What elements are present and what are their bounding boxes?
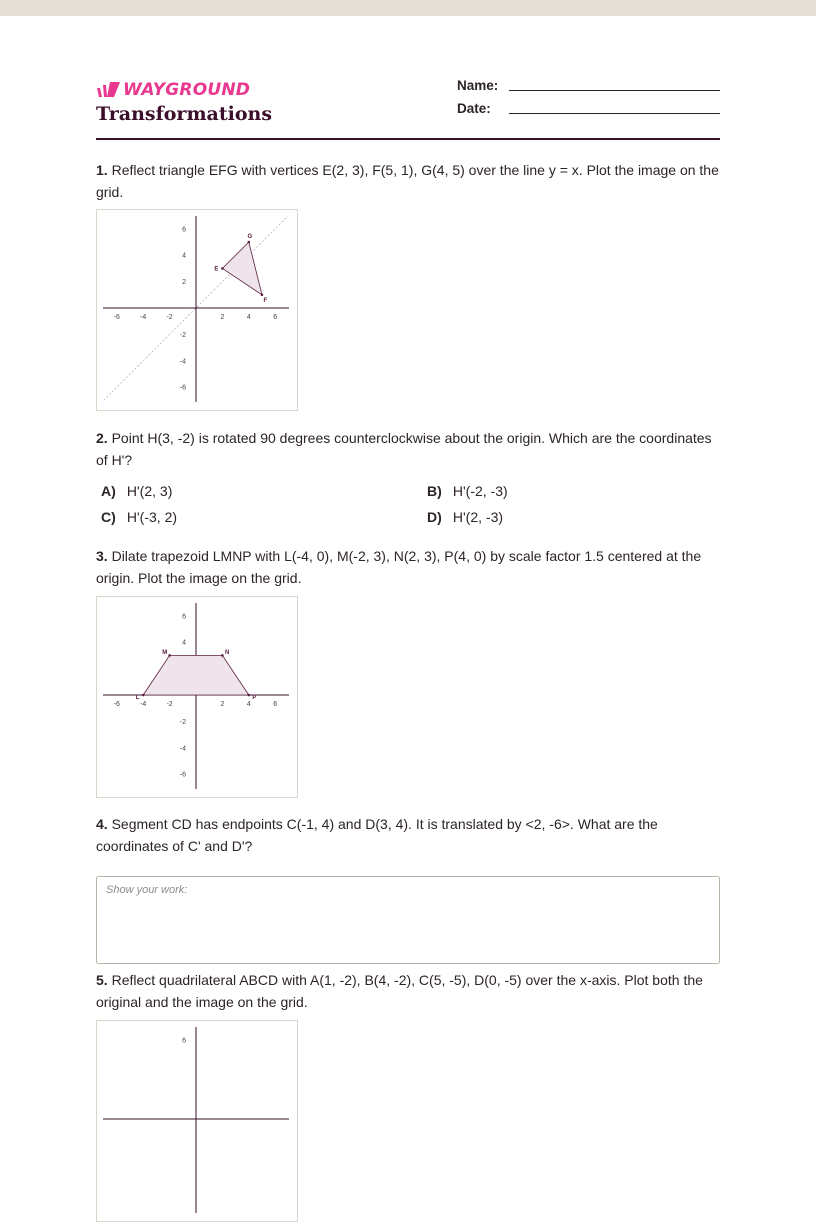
vertex-label: E bbox=[214, 266, 219, 273]
question-1 bbox=[96, 159, 720, 203]
brand-logo bbox=[96, 79, 250, 101]
x-tick-label: 4 bbox=[246, 701, 251, 708]
grid-5-svg bbox=[97, 1021, 297, 1221]
y-tick-label: 6 bbox=[182, 613, 186, 621]
choice-letter: D) bbox=[427, 509, 442, 525]
choice-d[interactable] bbox=[427, 509, 503, 525]
date-label: Date: bbox=[457, 101, 491, 116]
x-tick-label: 2 bbox=[220, 314, 225, 321]
x-tick-label: -2 bbox=[166, 701, 173, 708]
vertex-label: G bbox=[247, 234, 253, 241]
brand-name: WAYGROUND bbox=[123, 80, 251, 100]
header-divider bbox=[96, 138, 720, 140]
x-tick-label: -4 bbox=[140, 701, 147, 708]
choice-c[interactable] bbox=[101, 509, 177, 525]
vertex-label: F bbox=[263, 297, 268, 304]
choice-text: H'(-3, 2) bbox=[126, 509, 178, 525]
name-label: Name: bbox=[457, 78, 499, 93]
coordinate-grid-5[interactable] bbox=[96, 1020, 298, 1222]
question-text: Segment CD has endpoints C(-1, 4) and D(3, 4). It is translated by <2, -6>. What are the coordinates of C' and D'? bbox=[96, 816, 658, 854]
page-title: Transformations bbox=[96, 103, 273, 125]
coordinate-grid-1[interactable] bbox=[96, 209, 298, 411]
question-text: Reflect triangle EFG with vertices E(2, 3), F(5, 1), G(4, 5) over the line y = x. Plot the image on the grid. bbox=[96, 162, 719, 200]
choice-a[interactable] bbox=[101, 483, 172, 499]
y-tick-label: -4 bbox=[179, 745, 186, 753]
choice-text: H'(2, -3) bbox=[452, 509, 504, 525]
question-2 bbox=[96, 427, 720, 471]
question-text: Dilate trapezoid LMNP with L(-4, 0), M(-2, 3), N(2, 3), P(4, 0) by scale factor 1.5 centered at the origin. Plot the image on the grid. bbox=[96, 548, 702, 586]
date-field[interactable] bbox=[509, 113, 720, 114]
choice-letter: B) bbox=[427, 483, 442, 499]
question-number: 3. bbox=[96, 548, 108, 564]
vertex-point bbox=[168, 654, 171, 657]
y-tick-label: -6 bbox=[179, 384, 186, 392]
y-tick-label: 2 bbox=[182, 279, 186, 287]
choice-text: H'(2, 3) bbox=[126, 483, 173, 499]
question-number: 5. bbox=[96, 972, 108, 988]
x-tick-label: 6 bbox=[273, 701, 278, 708]
choice-text: H'(-2, -3) bbox=[452, 483, 508, 499]
y-tick-label: 4 bbox=[182, 252, 186, 260]
grid-1-svg bbox=[97, 210, 297, 410]
vertex-label: P bbox=[252, 695, 257, 702]
y-tick-label: -4 bbox=[179, 358, 186, 366]
y-tick-label: 6 bbox=[182, 226, 186, 234]
y-tick-label: -2 bbox=[179, 718, 186, 726]
x-tick-label: 6 bbox=[273, 314, 278, 321]
question-4 bbox=[96, 813, 720, 857]
choice-letter: A) bbox=[101, 483, 116, 499]
question-number: 4. bbox=[96, 816, 108, 832]
choice-b[interactable] bbox=[427, 483, 508, 499]
choice-letter: C) bbox=[101, 509, 116, 525]
top-bar bbox=[0, 0, 816, 16]
question-number: 1. bbox=[96, 162, 108, 178]
y-tick-label: 4 bbox=[182, 639, 186, 647]
work-answer-box[interactable] bbox=[96, 876, 720, 964]
grid-3-svg bbox=[97, 597, 297, 797]
vertex-point bbox=[261, 294, 264, 297]
shape-polygon bbox=[143, 655, 249, 695]
x-tick-label: 2 bbox=[220, 701, 225, 708]
x-tick-label: -4 bbox=[140, 314, 147, 321]
x-tick-label: -6 bbox=[113, 314, 120, 321]
y-tick-label: 6 bbox=[182, 1037, 186, 1045]
x-tick-label: -2 bbox=[166, 314, 173, 321]
question-number: 2. bbox=[96, 430, 108, 446]
wayground-logo-icon bbox=[96, 81, 120, 99]
vertex-label: M bbox=[162, 649, 168, 656]
vertex-point bbox=[248, 241, 251, 244]
question-text: Point H(3, -2) is rotated 90 degrees counterclockwise about the origin. Which are the coordinates of H'? bbox=[96, 430, 712, 468]
y-tick-label: -6 bbox=[179, 771, 186, 779]
question-5 bbox=[96, 969, 720, 1013]
x-tick-label: -6 bbox=[113, 701, 120, 708]
work-placeholder: Show your work: bbox=[106, 884, 188, 896]
vertex-point bbox=[248, 694, 251, 697]
coordinate-grid-3[interactable] bbox=[96, 596, 298, 798]
vertex-point bbox=[221, 267, 224, 270]
vertex-point bbox=[142, 694, 145, 697]
question-3 bbox=[96, 545, 720, 589]
x-tick-label: 4 bbox=[246, 314, 251, 321]
shape-polygon bbox=[222, 242, 262, 295]
y-tick-label: -2 bbox=[179, 331, 186, 339]
vertex-point bbox=[221, 654, 224, 657]
question-text: Reflect quadrilateral ABCD with A(1, -2), B(4, -2), C(5, -5), D(0, -5) over the x-axis. Plot both the original and the image on the grid. bbox=[96, 972, 703, 1010]
vertex-label: L bbox=[135, 695, 140, 702]
vertex-label: N bbox=[225, 649, 230, 656]
name-field[interactable] bbox=[509, 90, 720, 91]
